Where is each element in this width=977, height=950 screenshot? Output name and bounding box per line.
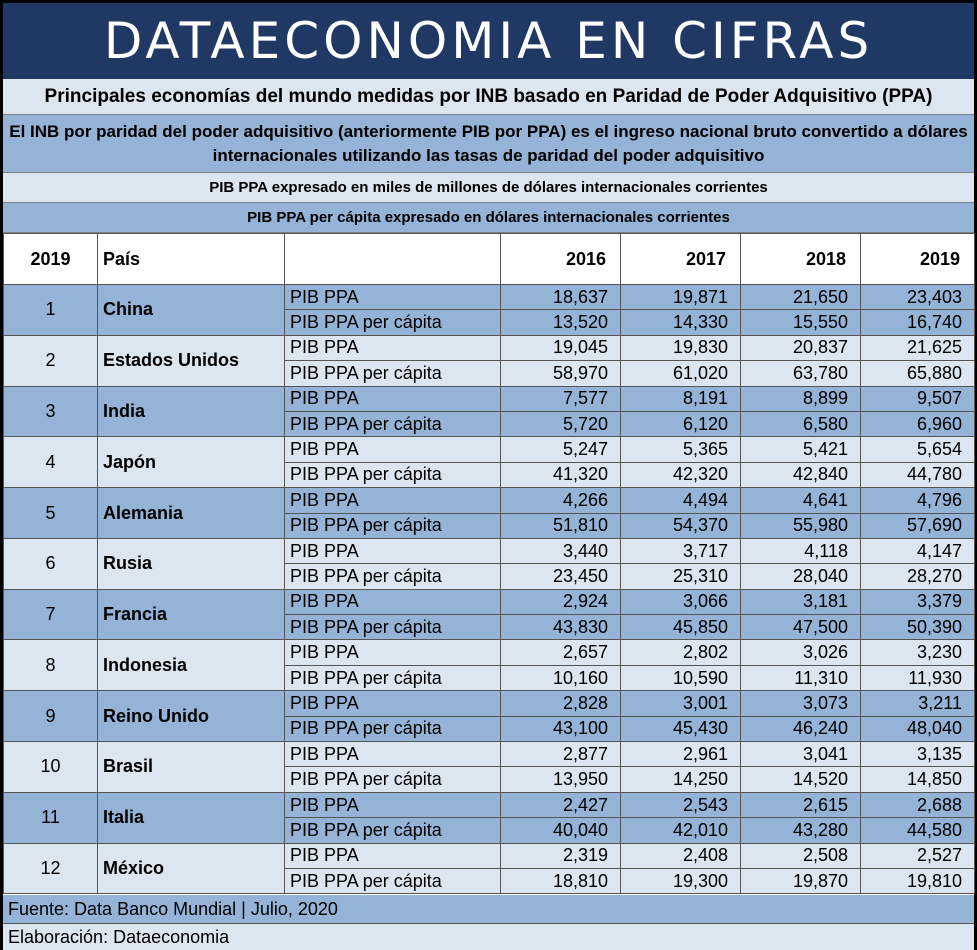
- value-cell: 18,810: [501, 868, 621, 893]
- value-cell: 43,280: [741, 818, 861, 843]
- value-cell: 48,040: [861, 716, 975, 741]
- header-indicator: [285, 234, 501, 285]
- value-cell: 4,118: [741, 538, 861, 563]
- table-row: [4, 792, 975, 817]
- value-cell: 3,230: [861, 640, 975, 665]
- value-cell: 2,527: [861, 843, 975, 868]
- indicator-cell: PIB PPA per cápita: [285, 615, 501, 640]
- indicator-cell: PIB PPA: [285, 792, 501, 817]
- country-cell: China: [98, 285, 285, 336]
- value-cell: 47,500: [741, 615, 861, 640]
- value-cell: 2,543: [621, 792, 741, 817]
- economies-table: [3, 233, 975, 894]
- value-cell: 15,550: [741, 310, 861, 335]
- value-cell: 3,073: [741, 691, 861, 716]
- indicator-cell: PIB PPA per cápita: [285, 361, 501, 386]
- country-cell: Rusia: [98, 538, 285, 589]
- table-row: [4, 538, 975, 563]
- value-cell: 19,045: [501, 335, 621, 360]
- table-header-row: [4, 234, 975, 285]
- value-cell: 3,717: [621, 538, 741, 563]
- rank-cell: 10: [4, 742, 98, 793]
- indicator-cell: PIB PPA per cápita: [285, 868, 501, 893]
- indicator-cell: PIB PPA: [285, 640, 501, 665]
- value-cell: 19,300: [621, 868, 741, 893]
- table-row: [4, 285, 975, 310]
- rank-cell: 9: [4, 691, 98, 742]
- value-cell: 8,899: [741, 386, 861, 411]
- value-cell: 21,625: [861, 335, 975, 360]
- rank-cell: 12: [4, 843, 98, 894]
- note-per-capita-units: PIB PPA per cápita expresado en dólares internacionales corrientes: [3, 203, 974, 233]
- indicator-cell: PIB PPA per cápita: [285, 665, 501, 690]
- value-cell: 3,135: [861, 742, 975, 767]
- value-cell: 10,590: [621, 665, 741, 690]
- value-cell: 2,615: [741, 792, 861, 817]
- value-cell: 19,830: [621, 335, 741, 360]
- indicator-cell: PIB PPA per cápita: [285, 564, 501, 589]
- value-cell: 14,850: [861, 767, 975, 792]
- indicator-cell: PIB PPA: [285, 742, 501, 767]
- value-cell: 2,319: [501, 843, 621, 868]
- country-cell: Alemania: [98, 488, 285, 539]
- value-cell: 2,427: [501, 792, 621, 817]
- table-row: [4, 742, 975, 767]
- value-cell: 43,830: [501, 615, 621, 640]
- value-cell: 50,390: [861, 615, 975, 640]
- table-row: [4, 589, 975, 614]
- value-cell: 5,247: [501, 437, 621, 462]
- value-cell: 23,450: [501, 564, 621, 589]
- value-cell: 9,507: [861, 386, 975, 411]
- description-line-2: internacionales utilizando las tasas de paridad del poder adquisitivo: [212, 146, 765, 165]
- value-cell: 63,780: [741, 361, 861, 386]
- value-cell: 2,802: [621, 640, 741, 665]
- value-cell: 5,654: [861, 437, 975, 462]
- banner-title: DATAECONOMIA EN CIFRAS: [3, 3, 974, 79]
- value-cell: 5,421: [741, 437, 861, 462]
- value-cell: 58,970: [501, 361, 621, 386]
- indicator-cell: PIB PPA per cápita: [285, 767, 501, 792]
- value-cell: 3,211: [861, 691, 975, 716]
- value-cell: 8,191: [621, 386, 741, 411]
- value-cell: 4,641: [741, 488, 861, 513]
- rank-cell: 11: [4, 792, 98, 843]
- indicator-cell: PIB PPA per cápita: [285, 462, 501, 487]
- rank-cell: 3: [4, 386, 98, 437]
- value-cell: 54,370: [621, 513, 741, 538]
- value-cell: 23,403: [861, 285, 975, 310]
- rank-cell: 6: [4, 538, 98, 589]
- value-cell: 11,310: [741, 665, 861, 690]
- value-cell: 28,270: [861, 564, 975, 589]
- value-cell: 51,810: [501, 513, 621, 538]
- description: [3, 115, 974, 173]
- value-cell: 57,690: [861, 513, 975, 538]
- value-cell: 40,040: [501, 818, 621, 843]
- indicator-cell: PIB PPA per cápita: [285, 716, 501, 741]
- rank-cell: 1: [4, 285, 98, 336]
- note-gdp-units: PIB PPA expresado en miles de millones de dólares internacionales corrientes: [3, 173, 974, 203]
- indicator-cell: PIB PPA per cápita: [285, 513, 501, 538]
- header-year-2019: 2019: [861, 234, 975, 285]
- value-cell: 13,950: [501, 767, 621, 792]
- indicator-cell: PIB PPA per cápita: [285, 310, 501, 335]
- value-cell: 6,580: [741, 411, 861, 436]
- footer-credit: Elaboración: Dataeconomia: [3, 924, 974, 950]
- value-cell: 2,408: [621, 843, 741, 868]
- value-cell: 44,780: [861, 462, 975, 487]
- value-cell: 18,637: [501, 285, 621, 310]
- table-row: [4, 386, 975, 411]
- value-cell: 10,160: [501, 665, 621, 690]
- rank-cell: 2: [4, 335, 98, 386]
- indicator-cell: PIB PPA per cápita: [285, 411, 501, 436]
- value-cell: 65,880: [861, 361, 975, 386]
- value-cell: 43,100: [501, 716, 621, 741]
- value-cell: 6,120: [621, 411, 741, 436]
- value-cell: 46,240: [741, 716, 861, 741]
- value-cell: 45,430: [621, 716, 741, 741]
- value-cell: 41,320: [501, 462, 621, 487]
- value-cell: 4,266: [501, 488, 621, 513]
- subtitle: Principales economías del mundo medidas por INB basado en Paridad de Poder Adquisitivo (PPA): [3, 79, 974, 115]
- country-cell: Reino Unido: [98, 691, 285, 742]
- table-row: [4, 488, 975, 513]
- indicator-cell: PIB PPA: [285, 335, 501, 360]
- value-cell: 6,960: [861, 411, 975, 436]
- value-cell: 19,810: [861, 868, 975, 893]
- rank-cell: 4: [4, 437, 98, 488]
- indicator-cell: PIB PPA: [285, 386, 501, 411]
- table-row: [4, 691, 975, 716]
- value-cell: 16,740: [861, 310, 975, 335]
- indicator-cell: PIB PPA: [285, 488, 501, 513]
- header-country: País: [98, 234, 285, 285]
- country-cell: India: [98, 386, 285, 437]
- value-cell: 11,930: [861, 665, 975, 690]
- value-cell: 28,040: [741, 564, 861, 589]
- value-cell: 3,001: [621, 691, 741, 716]
- indicator-cell: PIB PPA: [285, 589, 501, 614]
- value-cell: 4,796: [861, 488, 975, 513]
- indicator-cell: PIB PPA: [285, 437, 501, 462]
- header-rank: 2019: [4, 234, 98, 285]
- value-cell: 4,494: [621, 488, 741, 513]
- value-cell: 7,577: [501, 386, 621, 411]
- country-cell: Italia: [98, 792, 285, 843]
- value-cell: 2,961: [621, 742, 741, 767]
- footer-source: Fuente: Data Banco Mundial | Julio, 2020: [3, 895, 974, 924]
- value-cell: 3,379: [861, 589, 975, 614]
- value-cell: 5,720: [501, 411, 621, 436]
- table-row: [4, 437, 975, 462]
- country-cell: Japón: [98, 437, 285, 488]
- value-cell: 20,837: [741, 335, 861, 360]
- value-cell: 4,147: [861, 538, 975, 563]
- value-cell: 42,320: [621, 462, 741, 487]
- indicator-cell: PIB PPA: [285, 691, 501, 716]
- value-cell: 21,650: [741, 285, 861, 310]
- rank-cell: 8: [4, 640, 98, 691]
- value-cell: 2,828: [501, 691, 621, 716]
- value-cell: 3,181: [741, 589, 861, 614]
- country-cell: Estados Unidos: [98, 335, 285, 386]
- country-cell: Brasil: [98, 742, 285, 793]
- description-line-1: El INB por paridad del poder adquisitivo (anteriormente PIB por PPA) es el ingreso nacional bruto convertido a dólares: [9, 122, 968, 141]
- indicator-cell: PIB PPA: [285, 843, 501, 868]
- header-year-2017: 2017: [621, 234, 741, 285]
- value-cell: 3,026: [741, 640, 861, 665]
- table-row: [4, 335, 975, 360]
- table-body: [4, 285, 975, 894]
- table-row: [4, 843, 975, 868]
- table-row: [4, 640, 975, 665]
- value-cell: 13,520: [501, 310, 621, 335]
- value-cell: 42,840: [741, 462, 861, 487]
- value-cell: 19,870: [741, 868, 861, 893]
- value-cell: 2,924: [501, 589, 621, 614]
- value-cell: 2,508: [741, 843, 861, 868]
- country-cell: Francia: [98, 589, 285, 640]
- value-cell: 3,066: [621, 589, 741, 614]
- value-cell: 3,440: [501, 538, 621, 563]
- rank-cell: 7: [4, 589, 98, 640]
- value-cell: 61,020: [621, 361, 741, 386]
- value-cell: 25,310: [621, 564, 741, 589]
- value-cell: 44,580: [861, 818, 975, 843]
- header-year-2016: 2016: [501, 234, 621, 285]
- value-cell: 14,330: [621, 310, 741, 335]
- indicator-cell: PIB PPA: [285, 538, 501, 563]
- rank-cell: 5: [4, 488, 98, 539]
- country-cell: México: [98, 843, 285, 894]
- indicator-cell: PIB PPA per cápita: [285, 818, 501, 843]
- value-cell: 3,041: [741, 742, 861, 767]
- header-year-2018: 2018: [741, 234, 861, 285]
- value-cell: 2,657: [501, 640, 621, 665]
- value-cell: 42,010: [621, 818, 741, 843]
- country-cell: Indonesia: [98, 640, 285, 691]
- value-cell: 45,850: [621, 615, 741, 640]
- value-cell: 14,520: [741, 767, 861, 792]
- value-cell: 5,365: [621, 437, 741, 462]
- value-cell: 2,688: [861, 792, 975, 817]
- value-cell: 2,877: [501, 742, 621, 767]
- value-cell: 19,871: [621, 285, 741, 310]
- value-cell: 55,980: [741, 513, 861, 538]
- indicator-cell: PIB PPA: [285, 285, 501, 310]
- value-cell: 14,250: [621, 767, 741, 792]
